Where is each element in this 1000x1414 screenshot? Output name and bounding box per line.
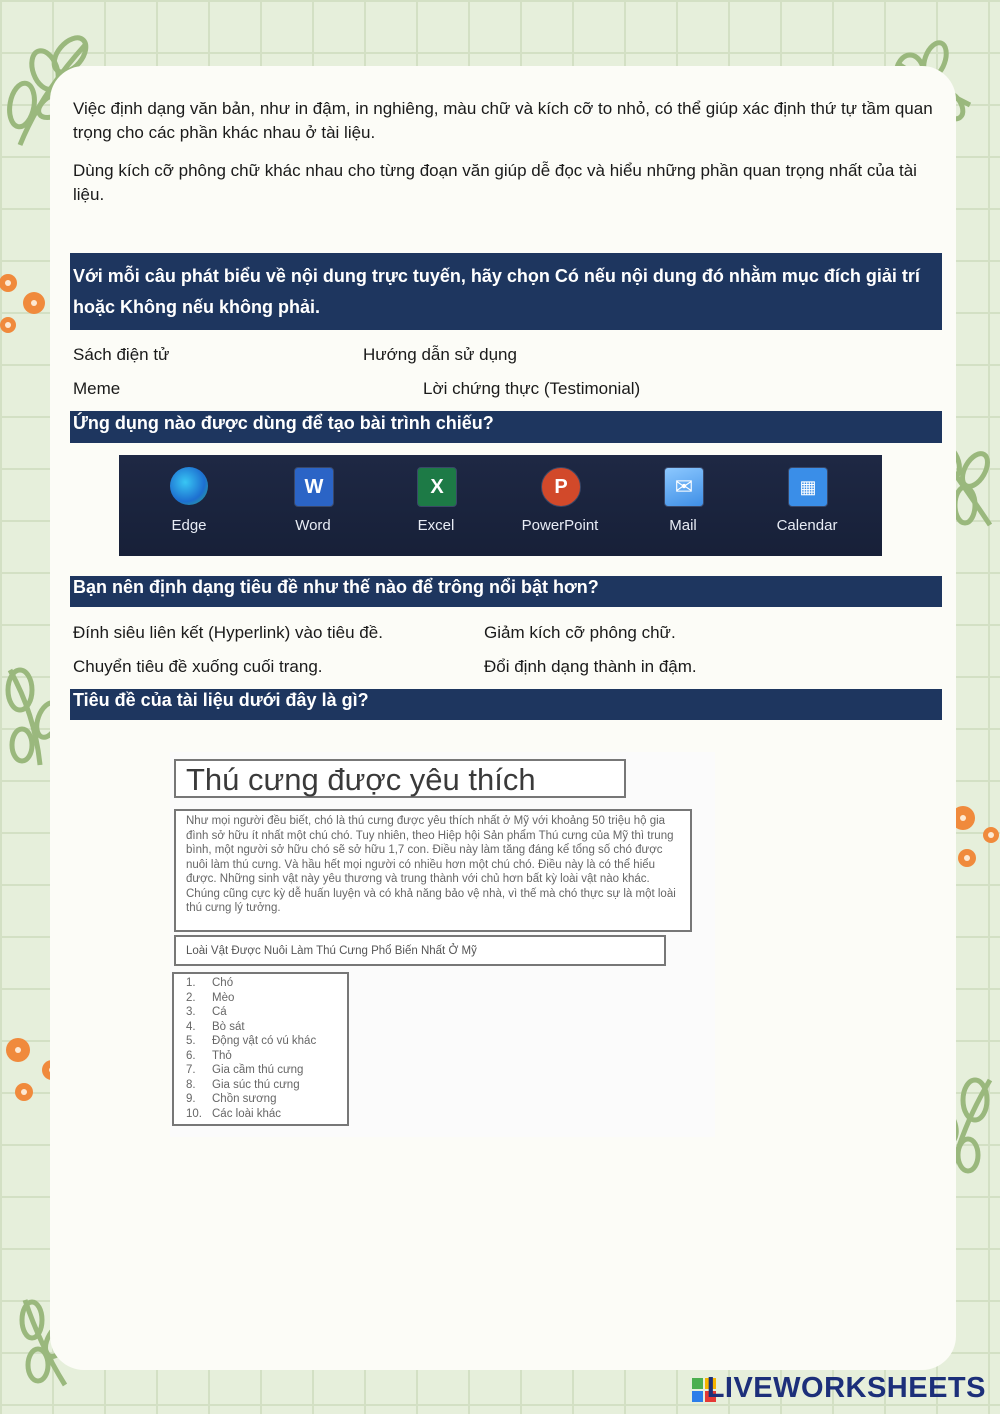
list-item: 10. Các loài khác — [186, 1107, 282, 1120]
document-title: Thú cưng được yêu thích — [174, 759, 626, 798]
question-2-text: Ứng dụng nào được dùng để tạo bài trình chiếu? — [73, 413, 494, 433]
question-3-heading — [70, 576, 942, 607]
option-reduce-font-size[interactable]: Giảm kích cỡ phông chữ. — [484, 623, 676, 642]
flower-decoration-icon — [0, 265, 55, 340]
option-ebook[interactable]: Sách điện tử — [73, 345, 170, 364]
app-label-calendar: Calendar — [776, 517, 838, 534]
powerpoint-icon: P — [541, 467, 581, 507]
question-3-text: Bạn nên định dạng tiêu đề như thế nào để trông nổi bật hơn? — [73, 577, 599, 597]
liveworksheets-brand[interactable]: LIVEWORKSHEETS — [706, 1372, 986, 1404]
list-item: 2. Mèo — [186, 991, 235, 1004]
option-move-title-bottom[interactable]: Chuyển tiêu đề xuống cuối trang. — [73, 657, 323, 676]
list-item: 5. Động vật có vú khác — [186, 1035, 317, 1047]
app-edge[interactable] — [144, 455, 234, 556]
question-1-heading — [70, 253, 942, 330]
app-label-word: Word — [295, 517, 331, 534]
list-item: 1. Chó — [186, 977, 234, 989]
app-taskbar-image — [119, 455, 882, 556]
app-label-powerpoint: PowerPoint — [521, 517, 599, 534]
list-item: 9. Chồn sương — [186, 1093, 277, 1105]
app-label-mail: Mail — [669, 517, 697, 534]
list-item: 6. Thỏ — [186, 1049, 232, 1062]
option-user-guide[interactable]: Hướng dẫn sử dụng — [363, 345, 517, 364]
intro-paragraph-2: Dùng kích cỡ phông chữ khác nhau cho từng đoạn văn giúp dễ đọc và hiểu những phần quan trọng nhất của tài liệu. — [73, 161, 917, 204]
list-item: 7. Gia cầm thú cưng — [186, 1064, 304, 1076]
option-make-bold[interactable]: Đổi định dạng thành in đậm. — [484, 657, 697, 676]
document-list — [172, 972, 349, 1126]
app-label-edge: Edge — [171, 517, 207, 534]
option-hyperlink-title[interactable]: Đính siêu liên kết (Hyperlink) vào tiêu đề. — [73, 623, 383, 642]
app-word[interactable] — [268, 455, 358, 556]
question-1-text: Với mỗi câu phát biểu về nội dung trực tuyến, hãy chọn Có nếu nội dung đó nhằm mục đích giải trí hoặc Không nếu không phải. — [73, 266, 920, 317]
calendar-icon: ▦ — [788, 467, 828, 507]
edge-icon — [170, 467, 208, 505]
app-label-excel: Excel — [417, 517, 455, 534]
excel-icon: X — [417, 467, 457, 507]
intro-paragraph-1: Việc định dạng văn bản, như in đậm, in nghiêng, màu chữ và kích cỡ to nhỏ, có thể giúp xác định thứ tự tầm quan trọng cho các phần khác nhau ở tài liệu. — [73, 99, 933, 142]
document-subtitle: Loài Vật Được Nuôi Làm Thú Cưng Phổ Biến Nhất Ở Mỹ — [174, 935, 666, 966]
question-4-text: Tiêu đề của tài liệu dưới đây là gì? — [73, 690, 369, 710]
word-icon: W — [294, 467, 334, 507]
question-4-heading — [70, 689, 942, 720]
list-item: 8. Gia súc thú cưng — [186, 1078, 300, 1091]
option-testimonial[interactable]: Lời chứng thực (Testimonial) — [423, 379, 641, 398]
mail-icon: ✉ — [664, 467, 704, 507]
sample-document-image — [170, 752, 715, 1137]
app-powerpoint[interactable] — [515, 455, 605, 556]
app-calendar[interactable] — [762, 455, 852, 556]
list-item: 3. Cá — [186, 1006, 227, 1018]
document-paragraph: Như mọi người đều biết, chó là thú cưng được yêu thích nhất ở Mỹ với khoảng 50 triệu hộ gia đình sở hữu ít nhất một chú chó. Tuy nhiên, theo Hiệp hội Sản phẩm Thú cưng của Mỹ thì trung bình, một người sở hữu chó sẽ sở hữu 1,7 con. Điều này làm tăng đáng kể tổng số chó được nuôi làm thú cưng. Và hầu hết mọi người có nhiều hơn một chú chó. Điều này là có thể hiểu được. Những sinh vật này yêu thương và trung thành với chủ hơn bất kỳ loài vật nào khác. Chúng cũng cực kỳ dễ huấn luyện và có khả năng bảo vệ nhà, vì thế mà chó thực sự là một loài thú cưng lý tưởng. — [174, 809, 692, 932]
app-mail[interactable] — [638, 455, 728, 556]
app-excel[interactable] — [391, 455, 481, 556]
list-item: 4. Bò sát — [186, 1020, 245, 1033]
question-2-heading — [70, 411, 942, 443]
option-meme[interactable]: Meme — [73, 379, 121, 398]
